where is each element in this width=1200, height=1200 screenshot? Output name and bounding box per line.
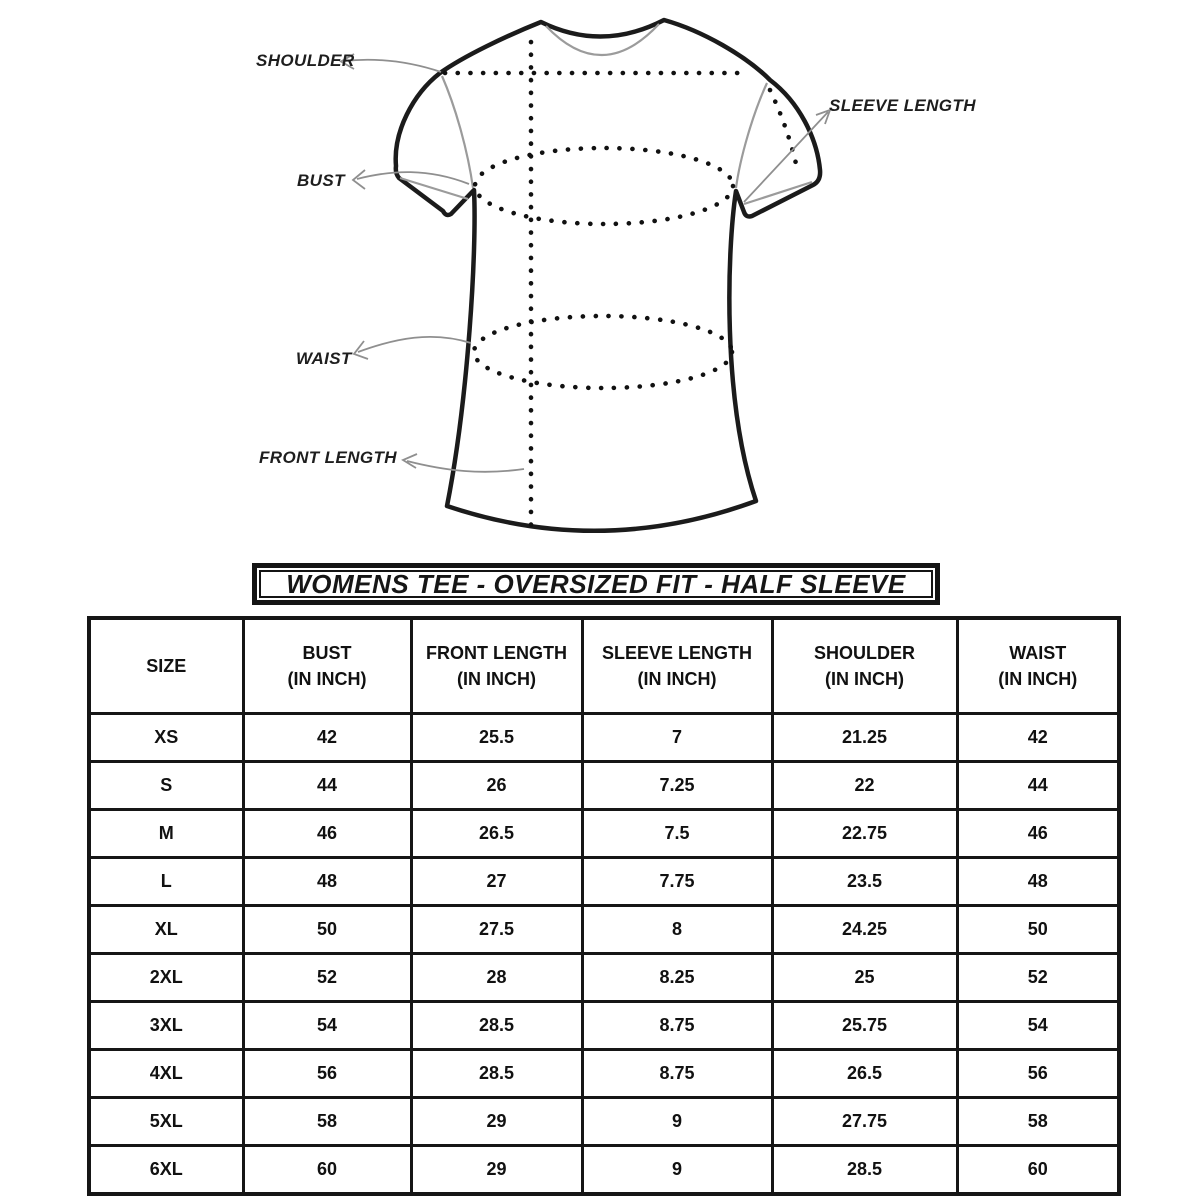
table-cell: 2XL: [89, 954, 243, 1002]
table-cell: 8.25: [582, 954, 772, 1002]
table-cell: 60: [243, 1146, 411, 1195]
table-row: [89, 1050, 1119, 1098]
table-cell: 21.25: [772, 714, 957, 762]
diagram-label-waist: WAIST: [296, 349, 352, 368]
table-cell: S: [89, 762, 243, 810]
size-table: [87, 616, 1121, 1196]
title-banner-inner: [259, 570, 933, 598]
table-cell: 56: [957, 1050, 1119, 1098]
table-cell: 22: [772, 762, 957, 810]
header-cell: SHOULDER (IN INCH): [772, 618, 957, 714]
table-cell: 26.5: [772, 1050, 957, 1098]
table-cell: 50: [243, 906, 411, 954]
title-banner: [252, 563, 940, 605]
table-cell: 9: [582, 1098, 772, 1146]
table-header-row: [89, 618, 1119, 714]
table-row: [89, 1002, 1119, 1050]
table-cell: 25.75: [772, 1002, 957, 1050]
table-cell: 46: [243, 810, 411, 858]
table-cell: 60: [957, 1146, 1119, 1195]
table-cell: 56: [243, 1050, 411, 1098]
table-cell: 28.5: [411, 1002, 582, 1050]
table-cell: 9: [582, 1146, 772, 1195]
header-cell: SLEEVE LENGTH (IN INCH): [582, 618, 772, 714]
table-cell: 42: [243, 714, 411, 762]
table-cell: 50: [957, 906, 1119, 954]
header-cell: BUST (IN INCH): [243, 618, 411, 714]
table-cell: M: [89, 810, 243, 858]
waist-arrow: [354, 337, 471, 359]
table-cell: 54: [243, 1002, 411, 1050]
table-cell: 44: [243, 762, 411, 810]
tshirt-outline: [396, 20, 820, 531]
header-cell: SIZE: [89, 618, 243, 714]
table-row: [89, 1098, 1119, 1146]
table-cell: 25.5: [411, 714, 582, 762]
table-cell: 42: [957, 714, 1119, 762]
table-cell: XL: [89, 906, 243, 954]
tshirt-diagram: [0, 0, 1200, 560]
table-cell: 27.5: [411, 906, 582, 954]
table-cell: 25: [772, 954, 957, 1002]
table-cell: 7.75: [582, 858, 772, 906]
table-cell: 22.75: [772, 810, 957, 858]
diagram-label-shoulder: SHOULDER: [256, 51, 355, 70]
table-cell: 44: [957, 762, 1119, 810]
table-cell: L: [89, 858, 243, 906]
table-cell: 8.75: [582, 1002, 772, 1050]
table-row: [89, 906, 1119, 954]
table-cell: 29: [411, 1098, 582, 1146]
table-cell: 52: [957, 954, 1119, 1002]
table-cell: 48: [243, 858, 411, 906]
table-cell: 58: [243, 1098, 411, 1146]
table-cell: 4XL: [89, 1050, 243, 1098]
table-cell: 27: [411, 858, 582, 906]
table-cell: 7: [582, 714, 772, 762]
table-cell: XS: [89, 714, 243, 762]
table-cell: 29: [411, 1146, 582, 1195]
header-cell: WAIST (IN INCH): [957, 618, 1119, 714]
table-cell: 5XL: [89, 1098, 243, 1146]
table-row: [89, 714, 1119, 762]
table-cell: 8.75: [582, 1050, 772, 1098]
table-cell: 48: [957, 858, 1119, 906]
header-cell: FRONT LENGTH (IN INCH): [411, 618, 582, 714]
table-cell: 58: [957, 1098, 1119, 1146]
table-cell: 7.25: [582, 762, 772, 810]
table-row: [89, 954, 1119, 1002]
page-title: WOMENS TEE - OVERSIZED FIT - HALF SLEEVE: [286, 568, 906, 599]
table-cell: 8: [582, 906, 772, 954]
table-cell: 28.5: [772, 1146, 957, 1195]
table-cell: 27.75: [772, 1098, 957, 1146]
shoulder-arrow: [341, 54, 441, 72]
table-row: [89, 762, 1119, 810]
diagram-label-bust: BUST: [297, 171, 345, 190]
table-body: [89, 714, 1119, 1195]
table-cell: 3XL: [89, 1002, 243, 1050]
table-cell: 26.5: [411, 810, 582, 858]
diagram-label-sleeve-length: SLEEVE LENGTH: [829, 96, 976, 115]
table-cell: 26: [411, 762, 582, 810]
table-cell: 23.5: [772, 858, 957, 906]
table-cell: 46: [957, 810, 1119, 858]
table-cell: 28.5: [411, 1050, 582, 1098]
table-row: [89, 858, 1119, 906]
table-cell: 28: [411, 954, 582, 1002]
table-row: [89, 1146, 1119, 1195]
diagram-label-front-length: FRONT LENGTH: [259, 448, 397, 467]
table-cell: 6XL: [89, 1146, 243, 1195]
table-cell: 54: [957, 1002, 1119, 1050]
table-row: [89, 810, 1119, 858]
table-cell: 52: [243, 954, 411, 1002]
table-cell: 7.5: [582, 810, 772, 858]
table-cell: 24.25: [772, 906, 957, 954]
